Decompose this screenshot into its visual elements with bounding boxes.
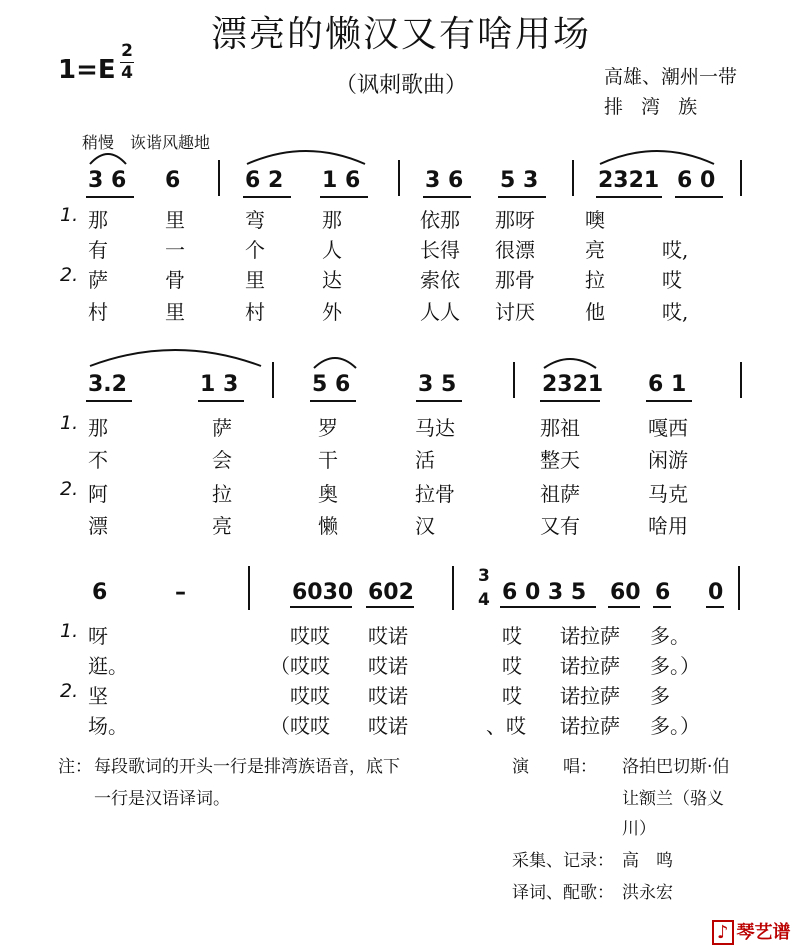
beam <box>310 400 356 402</box>
lyric: 多。） <box>650 654 700 678</box>
lyric: 骨 <box>165 268 185 292</box>
singer-label: 演 唱： <box>512 757 597 777</box>
note-group: 1 6 <box>322 168 361 193</box>
note-group: 3 6 <box>425 168 464 193</box>
time-signature <box>120 42 134 83</box>
lyric: 拉骨 <box>415 482 455 506</box>
bar-line <box>398 160 400 196</box>
lyric: 亮 <box>585 238 605 262</box>
note-group: 6 <box>92 580 108 605</box>
verse-number: 1. <box>60 204 79 226</box>
note-group: 5 6 <box>312 372 351 397</box>
lyric: 很漂 <box>495 238 535 262</box>
translator-label: 译词、配歌： <box>512 883 614 903</box>
lyric: 人 <box>322 238 342 262</box>
bar-line <box>218 160 220 196</box>
note-group: 2321 <box>542 372 604 397</box>
note-group: 1 3 <box>200 372 239 397</box>
lyric: 那骨 <box>495 268 535 292</box>
lyric: 马达 <box>415 416 455 440</box>
beam <box>366 606 414 608</box>
singer-name: 川） <box>622 819 656 839</box>
footnote-line: 每段歌词的开头一行是排湾族语音，底下 <box>94 757 400 777</box>
time-change-bottom: 4 <box>478 590 490 610</box>
lyric: 漂 <box>88 514 108 538</box>
lyric: 有 <box>88 238 108 262</box>
lyric: 、哎 <box>486 714 526 738</box>
beam <box>243 196 291 198</box>
beam <box>498 196 546 198</box>
singer-name: 让额兰（骆义 <box>622 789 724 809</box>
key-signature: 1=E <box>58 55 116 85</box>
lyric: 不 <box>88 448 108 472</box>
note-group: 6 <box>655 580 671 605</box>
lyric: 场。 <box>88 714 128 738</box>
lyric: 多。 <box>650 624 690 648</box>
bar-line <box>248 566 250 610</box>
lyric: 活 <box>415 448 435 472</box>
bar-line <box>572 160 574 196</box>
lyric: 里 <box>245 268 265 292</box>
lyric: 亮 <box>212 514 232 538</box>
beam <box>675 196 723 198</box>
beam <box>500 606 596 608</box>
lyric: 奥 <box>318 482 338 506</box>
lyric: 哎诺 <box>368 714 408 738</box>
beam <box>416 400 462 402</box>
lyric: 诺拉萨 <box>560 684 620 708</box>
lyric: 干 <box>318 448 338 472</box>
time-signature-top: 2 <box>121 41 133 61</box>
lyric: 多 <box>650 684 670 708</box>
lyric: 里 <box>165 300 185 324</box>
note-group: – <box>175 580 186 605</box>
lyric: 懒 <box>318 514 338 538</box>
lyric: 哎哎 <box>290 624 330 648</box>
verse-number: 1. <box>60 412 79 434</box>
bar-line <box>740 362 742 398</box>
lyric: 罗 <box>318 416 338 440</box>
lyric: 弯 <box>245 208 265 232</box>
lyric: 那祖 <box>540 416 580 440</box>
lyric: 坚 <box>88 684 108 708</box>
beam <box>596 196 662 198</box>
note-group: 3 6 <box>88 168 127 193</box>
note-group: 2321 <box>598 168 660 193</box>
time-change-top: 3 <box>478 566 490 586</box>
verse-number: 2. <box>60 680 79 702</box>
note-group: 6 0 3 5 <box>502 580 587 605</box>
lyric: 他 <box>585 300 605 324</box>
lyric: 那呀 <box>495 208 535 232</box>
lyric: 村 <box>88 300 108 324</box>
lyric: 哎诺 <box>368 624 408 648</box>
lyric: 拉 <box>585 268 605 292</box>
note-group: 0 <box>708 580 724 605</box>
translator-name: 洪永宏 <box>622 883 673 903</box>
lyric: 那 <box>322 208 342 232</box>
note-group: 602 <box>368 580 414 605</box>
lyric: 讨厌 <box>495 300 535 324</box>
lyric: 汉 <box>415 514 435 538</box>
lyric: 马克 <box>648 482 688 506</box>
lyric: 又有 <box>540 514 580 538</box>
slur <box>245 148 367 166</box>
lyric: 那 <box>88 208 108 232</box>
origin <box>604 62 737 122</box>
slur <box>88 148 128 166</box>
beam <box>320 196 368 198</box>
lyric: 一 <box>165 238 185 262</box>
tempo-marking: 稍慢 诙谐风趣地 <box>82 133 211 152</box>
note-group: 6 <box>165 168 181 193</box>
bar-line <box>452 566 454 610</box>
beam <box>646 400 692 402</box>
page-title: 漂亮的懒汉又有啥用场 <box>210 14 591 55</box>
lyric: 哎诺 <box>368 684 408 708</box>
collector-name: 高 鸣 <box>622 851 673 871</box>
beam <box>86 400 132 402</box>
bar-line <box>740 160 742 196</box>
verse-number: 2. <box>60 264 79 286</box>
bar-line <box>513 362 515 398</box>
note-group: 3.2 <box>88 372 127 397</box>
lyric: 索依 <box>420 268 460 292</box>
origin-ethnic-group: 排 湾 族 <box>604 96 704 118</box>
beam <box>423 196 471 198</box>
lyric: 会 <box>212 448 232 472</box>
footnote-line: 一行是汉语译词。 <box>94 789 230 809</box>
lyric: 萨 <box>88 268 108 292</box>
note-group: 60 <box>610 580 641 605</box>
lyric: 祖萨 <box>540 482 580 506</box>
lyric: 哎哎 <box>290 684 330 708</box>
lyric: 哎 <box>502 654 522 678</box>
lyric: 哎 <box>502 624 522 648</box>
lyric: 哎, <box>662 238 689 262</box>
lyric: 呀 <box>88 624 108 648</box>
lyric: 噢 <box>585 208 605 232</box>
beam <box>198 400 244 402</box>
lyric: 诺拉萨 <box>560 624 620 648</box>
lyric: 哎 <box>502 684 522 708</box>
lyric: 达 <box>322 268 342 292</box>
verse-number: 1. <box>60 620 79 642</box>
footnote-label: 注： <box>58 757 92 777</box>
lyric: 嘎西 <box>648 416 688 440</box>
lyric: 闲游 <box>648 448 688 472</box>
lyric: 哎, <box>662 300 689 324</box>
lyric: 哎诺 <box>368 654 408 678</box>
lyric: 阿 <box>88 482 108 506</box>
verse-number: 2. <box>60 478 79 500</box>
collector-label: 采集、记录： <box>512 851 614 871</box>
lyric: 里 <box>165 208 185 232</box>
singer-name: 洛拍巴切斯·伯 <box>622 757 730 777</box>
slur <box>88 346 263 368</box>
lyric: 整天 <box>540 448 580 472</box>
beam <box>540 400 600 402</box>
logo-icon: ♪ <box>712 920 734 945</box>
lyric: 长得 <box>420 238 460 262</box>
note-group: 6030 <box>292 580 354 605</box>
lyric: 外 <box>322 300 342 324</box>
lyric: 村 <box>245 300 265 324</box>
slur <box>598 148 716 166</box>
beam <box>86 196 134 198</box>
lyric: 拉 <box>212 482 232 506</box>
beam <box>290 606 352 608</box>
lyric: 诺拉萨 <box>560 654 620 678</box>
slur <box>312 352 358 370</box>
note-group: 6 0 <box>677 168 716 193</box>
note-group: 6 1 <box>648 372 687 397</box>
lyric: 多。） <box>650 714 700 738</box>
lyric: 人人 <box>420 300 460 324</box>
lyric: 个 <box>245 238 265 262</box>
lyric: （哎哎 <box>270 654 330 678</box>
time-signature-bottom: 4 <box>121 63 133 83</box>
watermark-logo <box>712 918 791 944</box>
lyric: 依那 <box>420 208 460 232</box>
origin-region: 高雄、潮州一带 <box>604 66 738 88</box>
bar-line <box>738 566 740 610</box>
lyric: 萨 <box>212 416 232 440</box>
note-group: 3 5 <box>418 372 457 397</box>
lyric: （哎哎 <box>270 714 330 738</box>
lyric: 诺拉萨 <box>560 714 620 738</box>
watermark-text: 琴艺谱 <box>736 922 791 943</box>
lyric: 逛。 <box>88 654 128 678</box>
beam <box>653 606 671 608</box>
lyric: 那 <box>88 416 108 440</box>
subtitle: （讽刺歌曲） <box>334 73 467 98</box>
slur <box>542 354 598 370</box>
lyric: 啥用 <box>648 514 688 538</box>
beam <box>608 606 640 608</box>
bar-line <box>272 362 274 398</box>
note-group: 5 3 <box>500 168 539 193</box>
lyric: 哎 <box>662 268 682 292</box>
note-group: 6 2 <box>245 168 284 193</box>
beam <box>706 606 724 608</box>
